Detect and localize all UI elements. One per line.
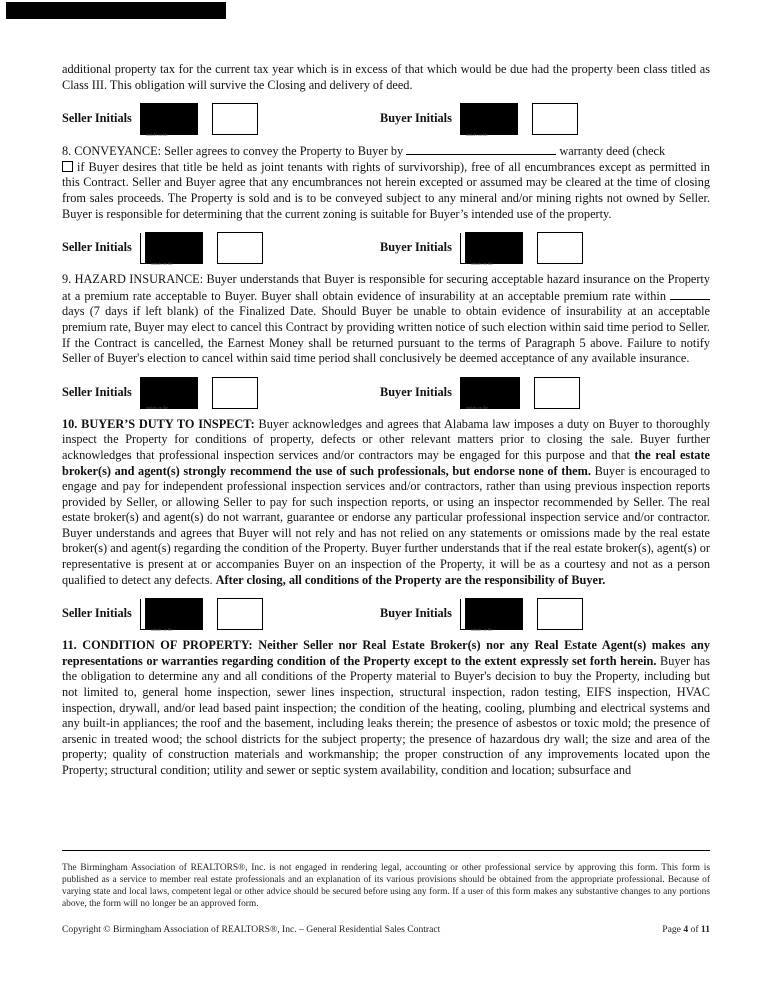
copyright-line: Copyright © Birmingham Association of REALTORS®, Inc. – General Residential Sales Contract [62, 924, 441, 935]
buyer-initials-group [380, 230, 583, 266]
redaction-caption: initials on file [470, 260, 494, 266]
seller-initials-box[interactable] [212, 377, 258, 409]
paragraph-continuation: additional property tax for the current tax year which is in excess of that which would be due had the property been class titled as Class III. This obligation will survive the Closing and delivery of deed. [62, 62, 710, 92]
buyer-initials-box[interactable] [532, 103, 578, 135]
buyer-initials-group [380, 375, 580, 411]
seller-initials-redacted [145, 598, 203, 630]
seller-initials-redacted [140, 103, 198, 135]
buyer-initials-label: Buyer Initials [380, 111, 452, 126]
seller-initials-box[interactable] [212, 103, 258, 135]
buyer-initials-redacted [460, 103, 518, 135]
buyer-initials-box[interactable] [534, 377, 580, 409]
redaction-caption: initials on file [470, 626, 494, 632]
contract-body [62, 62, 710, 779]
seller-initials-label: Seller Initials [62, 111, 132, 126]
initials-row-4 [62, 596, 710, 632]
page-total: 11 [700, 924, 710, 935]
buyer-initials-group [380, 596, 583, 632]
buyer-initials-redacted [465, 598, 523, 630]
seller-initials-group [62, 596, 263, 632]
section-8-conveyance: 8. CONVEYANCE: Seller agrees to convey the Property to Buyer by warranty deed (check if Buyer desires that title be held as joint tenants with rights of survivorship), free of all encumbrances except as permitted in this Contract. Seller and Buyer agree that any encumbrances not herein excepted or assumed may be cleared at the time of closing from sales proceeds. The Property is sold and is to be conveyed subject to any mineral and/or mining rights not owned by Seller. Buyer is responsible for determining that the current zoning is suitable for Buyer’s intended use of the property. [62, 144, 710, 221]
seller-initials-group [62, 230, 263, 266]
seller-initials-redacted [145, 232, 203, 264]
section-11-condition-of-property: 11. CONDITION OF PROPERTY: Neither Seller nor Real Estate Broker(s) nor any Real Estate Agent(s) makes any representations or warranties regarding condition of the Property except to the extent expressly set forth herein. Buyer has the obligation to determine any and all conditions of the Property material to Buyer's decision to buy the Property, including but not limited to, general home inspection, sewer lines inspection, structural inspection, radon testing, EIFS inspection, HVAC inspection, drywall, and/or lead based paint inspection; the condition of the heating, cooling, plumbing and electrical systems and any built-in appliances; the roof and the basement, including leaks therein; the presence of asbestos or toxic mold; the presence of arsenic in treated wood; the school districts for the subject property; the presence of hazardous dry wall; the size and area of the property; quality of construction materials and workmanship; the proper construction of any improvements located upon the Property; structural condition; utility and sewer or septic system availability, condition and location; subsurface and [62, 638, 710, 777]
seller-initials-group [62, 375, 258, 411]
buyer-initials-redacted [465, 232, 523, 264]
buyer-initials-label: Buyer Initials [380, 384, 452, 399]
footer-notice: The Birmingham Association of REALTORS®, Inc. is not engaged in rendering legal, accounting or other professional service by approving this form. This form is published as a service to member real estate professionals and an explanation of its various provisions should be obtained from the appropriate professional. Because of varying state and local laws, competent legal or other advice should be secured before using any form. If a user of this form makes any substantive changes to any portions above, the form will no longer be an approved form. [62, 863, 710, 909]
redaction-caption: initials on file [465, 405, 489, 411]
section-9-hazard-insurance: 9. HAZARD INSURANCE: Buyer understands that Buyer is responsible for securing acceptable hazard insurance on the Property at a premium rate acceptable to Buyer. Buyer shall obtain evidence of insurability at an acceptable premium rate within days (7 days if left blank) of the Finalized Date. Should Buyer be unable to obtain evidence of insurability at an acceptable premium rate, Buyer may elect to cancel this Contract by providing written notice of such election within said time period to Seller. If the Contract is cancelled, the Earnest Money shall be returned pursuant to the terms of Paragraph 5 above. Failure to notify Seller of Buyer's election to cancel within said time period shall conclusively be deemed acceptance of any available insurance. [62, 272, 710, 366]
footer-divider [62, 850, 710, 851]
initials-row-2 [62, 230, 710, 266]
buyer-initials-box[interactable] [537, 598, 583, 630]
initials-row-3 [62, 375, 710, 411]
joint-tenants-checkbox[interactable] [62, 161, 73, 172]
page-number: Page 4 of 11 [662, 924, 710, 935]
section-11-heading: 11. CONDITION OF PROPERTY: Neither Seller nor Real Estate Broker(s) nor any Real Estate Agent(s) makes any representations or warranties regarding condition of the Property except to the extent expressly set forth herein. [62, 638, 710, 668]
page-current: 4 [683, 924, 689, 935]
buyer-initials-redacted [460, 377, 520, 409]
seller-initials-group [62, 101, 258, 137]
redaction-caption: initials on file [145, 405, 169, 411]
deed-type-blank[interactable] [406, 143, 556, 155]
section-10-buyers-duty: 10. BUYER’S DUTY TO INSPECT: Buyer acknowledges and agrees that Alabama law imposes a duty on Buyer to thoroughly inspect the Property for conditions of property, defects or other relevant matters prior to closing the sale. Buyer further acknowledges that professional inspection services and/or contractors may be engaged for this purpose and that the real estate broker(s) and agent(s) strongly recommend the use of such professionals, but endorse none of them. Buyer is encouraged to engage and pay for independent professional inspection services and/or contractors, rather than using previous inspection reports provided by Seller, or allowing Seller to pay for such inspection reports, or using an inspector recommended by Seller. The real estate broker(s) and agent(s) do not warrant, guarantee or endorse any particular professional inspection service and/or contractor. Buyer understands and agrees that Buyer will not rely and has not relied on any statements or omissions made by the real estate broker(s) and agent(s) regarding the condition of the Property. Buyer further understands that if the real estate broker(s), agent(s) or representative is present at or accompanies Buyer on an inspection of the Property, it will be as a courtesy and not as a person qualified to detect any defects. After closing, all conditions of the Property are the responsibility of Buyer. [62, 416, 711, 587]
buyer-initials-label: Buyer Initials [380, 606, 452, 621]
redaction-bar [6, 2, 226, 19]
section-10-heading: 10. BUYER’S DUTY TO INSPECT: [62, 416, 255, 431]
section-9-heading: 9. HAZARD INSURANCE [62, 272, 200, 287]
seller-initials-box[interactable] [217, 232, 263, 264]
seller-initials-label: Seller Initials [62, 606, 132, 621]
seller-initials-redacted [140, 377, 198, 409]
insurance-days-blank[interactable] [670, 288, 710, 300]
seller-initials-label: Seller Initials [62, 240, 132, 255]
buyer-initials-box[interactable] [537, 232, 583, 264]
redaction-caption: initials on file [150, 626, 174, 632]
buyer-initials-group [380, 101, 578, 137]
seller-initials-label: Seller Initials [62, 384, 132, 399]
redaction-caption: initials on file [465, 131, 489, 137]
initials-row-1 [62, 101, 710, 137]
seller-initials-box[interactable] [217, 598, 263, 630]
redaction-caption: initials on file [150, 260, 174, 266]
redaction-caption: initials on file [145, 131, 169, 137]
buyer-initials-label: Buyer Initials [380, 240, 452, 255]
section-8-heading: 8. CONVEYANCE [62, 144, 158, 159]
